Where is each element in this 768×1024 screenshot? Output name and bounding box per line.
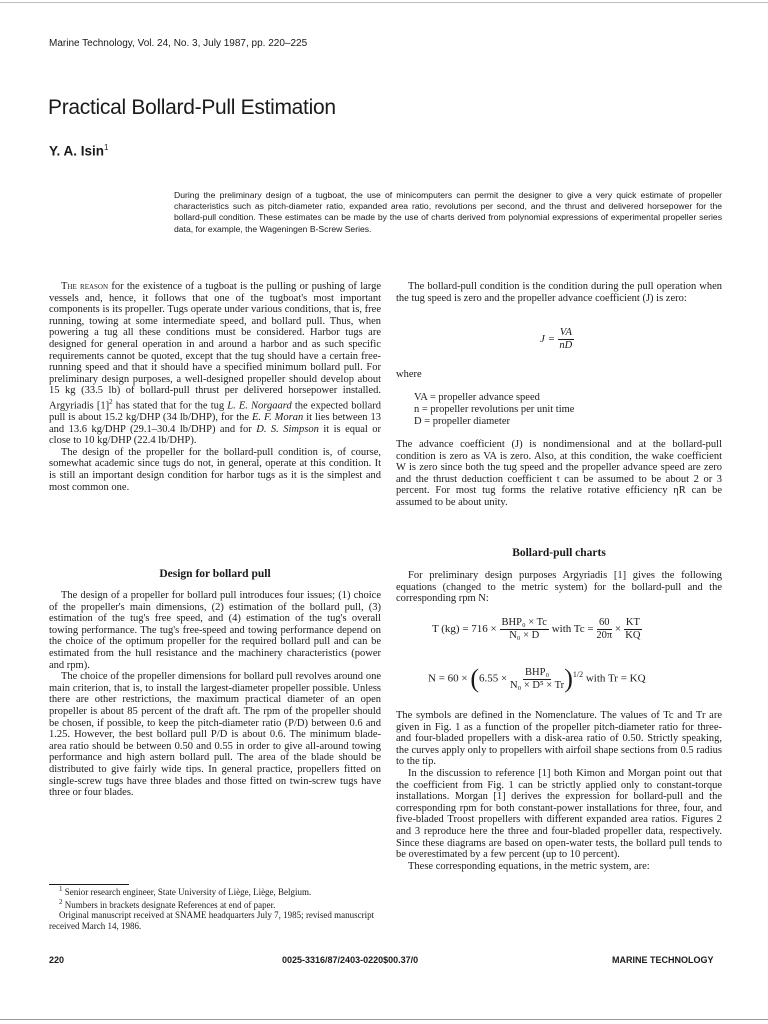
intro-paragraph-1 — [49, 281, 381, 447]
symbol-definitions — [414, 392, 714, 428]
charts-intro-text: For preliminary design purposes Argyriadis [1] gives the following equations (changed to the metric system) for the bollard-pull and the corresponding rpm N: — [396, 570, 722, 605]
equation-exponent: 1/2 — [572, 669, 584, 679]
author-footnote-mark: 1 — [104, 143, 109, 152]
equations-lead-paragraph: These corresponding equations, in the metric system, are: — [408, 860, 650, 872]
equation-fraction — [624, 617, 642, 642]
intro-text-d: it lies between 13 and 13.6 kg/DHP (29.1–30.4 lb/DHP) and for — [49, 412, 381, 435]
nomenclature-section — [396, 710, 722, 872]
fraction-denominator: N₀ × D⁵ × Tr — [510, 679, 565, 691]
article-title: Practical Bollard-Pull Estimation — [48, 96, 336, 119]
top-rule — [0, 2, 768, 3]
intro-text-c: the expected bollard pull is about 15.2 kg/DHP (34 lb/DHP), for the — [49, 400, 381, 424]
abstract: During the preliminary design of a tugboat, the use of minicomputers can permit the designer to give a very quick estimate of propeller characteristics such as pitch-diameter ratio, expanded area ratio, revolutions per second, and the thrust and delivered horsepower for the bollard-pull condition. These estimates can be made by the use of charts derived from polynomial expressions of experimental propeller series data, for example, the Wageningen B-Screw Series. — [174, 190, 722, 234]
footnote-3 — [49, 910, 381, 930]
footnote-2 — [49, 897, 381, 910]
bollard-paragraph: The bollard-pull condition is the condition during the pull operation when the tug speed is zero and the propeller advance coefficient (J) is zero: — [396, 281, 722, 304]
design-paragraph-1: The design of a propeller for bollard pull introduces four issues; (1) choice of the propeller's main dimensions, (2) estimation of the bollard pull, (3) estimation of the tug's free speed, and (4) estimation of the tug's overall towing performance. The tug's free-speed and towing performance depend on the choice of the optimum propeller for the required bollard pull and can be estimated from the hull resistance and the machinery characteristics (power and rpm). — [49, 590, 381, 671]
equation-advance-coefficient — [540, 327, 574, 352]
intro-text-a: for the existence of a tugboat is the pulling or pushing of large vessels and, hence, it follows that one of the tugboat's most important components is its propeller. Tugs operate under various conditions, that is, free running, towing at some intermediate speed, and bollard pull. Thus, when powering a tug all these conditions must be considered. Harbor tugs are designed for general operation in and around a harbor and as such specific requirements cannot be quoted, except that the tug should have a certain free-running speed and that it should have a specified minimum bollard pull. For preliminary design purposes, a well-designed propeller should develop about 15 kg (33.5 lb) of bollard-pull thrust per delivered horsepower installed. Argyriadis [1] — [49, 281, 381, 412]
advance-coefficient-paragraph — [396, 439, 722, 509]
fraction-denominator: 20π — [596, 630, 613, 641]
fraction-numerator: BHP₀ — [525, 666, 550, 678]
footnotes — [49, 884, 381, 931]
tug-name: L. E. Norgaard — [227, 400, 292, 412]
section-heading-charts: Bollard-pull charts — [512, 547, 606, 559]
equation-lhs: J = — [540, 333, 556, 346]
footnote-mark: 2 — [59, 898, 63, 907]
fraction-denominator: KQ — [625, 630, 641, 641]
author-name — [49, 143, 108, 159]
equation-fraction — [510, 667, 564, 692]
page-number: 220 — [49, 955, 65, 965]
equation-times: × — [614, 623, 622, 636]
charts-intro-paragraph — [396, 570, 722, 605]
where-label: where — [396, 369, 422, 380]
left-column — [49, 281, 381, 493]
section-heading-design: Design for bollard pull — [159, 568, 271, 580]
equation-fraction — [500, 617, 549, 642]
equation-with: with Tc = — [551, 623, 594, 636]
fraction-numerator: BHP₀ × Tc — [501, 617, 547, 628]
footnote-text: Numbers in brackets designate References at end of paper. — [64, 900, 276, 911]
equation-prefactor: 6.55 × — [479, 672, 508, 685]
running-head: Marine Technology, Vol. 24, No. 3, July 1987, pp. 220–225 — [49, 38, 308, 49]
fraction-denominator: N₀ × D — [509, 630, 540, 641]
fraction-numerator: KT — [625, 617, 640, 628]
equation-fraction — [596, 617, 612, 642]
intro-text-b: has stated that for the tug — [112, 400, 228, 412]
definition-n: n = propeller revolutions per unit time — [414, 404, 575, 415]
journal-name: MARINE TECHNOLOGY — [612, 955, 714, 965]
tug-name: E. F. Moran — [252, 412, 304, 424]
article-code: 0025-3316/87/2403-0220$00.37/0 — [282, 955, 419, 965]
nomenclature-paragraph: The symbols are defined in the Nomenclature. The values of Tc and Tr are given in Fig. 1 as a function of the propeller pitch-diameter ratio for three- and four-bladed propellers with a disk-area ratio of 0.50. Strictly speaking, the curves apply only to propellers with airfoil shape sections from 0.5 radius to the tip. — [396, 710, 722, 768]
footnote-1 — [49, 884, 381, 897]
equation-lhs: T (kg) = 716 × — [432, 623, 497, 636]
intro-paragraph-2: The design of the propeller for the bollard-pull condition is, of course, somewhat academic since tugs do not, in general, operate at this condition. It is still an important design condition for harbor tugs as it is the simplest and most common one. — [49, 446, 381, 493]
advance-coefficient-text: The advance coefficient (J) is nondimensional and at the bollard-pull condition is zero as VA is zero. Also, at this condition, the wake coefficient W is zero since both the tug speed and the propeller advance speed are zero and the thrust deduction coefficient t can be assumed to be about 2 or 3 percent. For most tug forms the relative rotative efficiency ηR can be assumed to be about unity. — [396, 439, 722, 508]
close-paren: ) — [564, 664, 573, 693]
design-section — [49, 590, 381, 799]
equation-bollard-pull — [432, 617, 722, 642]
footnote-ref: 2 — [109, 397, 113, 406]
definition-d: D = propeller diameter — [414, 416, 511, 427]
fraction-numerator: 60 — [599, 617, 610, 628]
equation-with: with Tr = KQ — [585, 672, 646, 685]
open-paren: ( — [470, 664, 480, 693]
discussion-paragraph: In the discussion to reference [1] both Kimon and Morgan point out that the coefficient from Fig. 1 can be strictly applied only to constant-torque installations. Morgan [1] derives the expression for bollard-pull and the corresponding rpm for both constant-power installations for three, four, and five-bladed Troost propellers with different expanded area ratios. Figures 2 and 3 reproduce here the three and four-bladed propeller data, respectively. Since these diagrams are based on open-water tests, the bollard pull tends to be overestimated by a few percent (up to 10 percent). — [396, 767, 722, 861]
right-column — [396, 281, 722, 304]
bottom-rule — [0, 1019, 768, 1020]
equation-fraction — [558, 327, 574, 352]
definition-va: VA = propeller advance speed — [414, 392, 540, 403]
equation-lhs: N = 60 × — [428, 672, 468, 685]
author-text: Y. A. Isin — [49, 143, 105, 159]
equation-rpm — [428, 664, 722, 694]
tug-name: D. S. Simpson — [256, 423, 319, 435]
design-paragraph-2: The choice of the propeller dimensions for bollard pull revolves around one main criterion, that is, to install the largest-diameter propeller possible. Unless there are other restrictions, the maximum practical diameter of an open propeller is about 85 percent of the draft aft. The rpm of the propeller should be chosen, if possible, to keep the pitch-diameter ratio (P/D) between 0.6 and 1.25. However, the best bollard pull P/D is about 0.6. The minimum blade-area ratio should be between 0.50 and 0.55 in order to give all-around towing performance and high astern bollard pull. The area of the blade should be distributed to give fairly wide tips. In general practice, propellers fitted on single-screw tugs have three blades and those fitted on twin-screw tugs have three or four blades. — [49, 671, 381, 799]
fraction-numerator: VA — [559, 327, 572, 338]
footnote-mark: 1 — [59, 885, 63, 893]
fraction-denominator: nD — [559, 340, 573, 351]
intro-text-e: it is equal or close to 10 kg/DHP (22.4 lb/DHP). — [49, 423, 382, 447]
footnote-text: Senior research engineer, State University of Liège, Liège, Belgium. — [64, 887, 312, 897]
footnote-text: Original manuscript received at SNAME headquarters July 7, 1985; revised manuscript received March 14, 1986. — [49, 910, 375, 931]
lead-words: The reason — [61, 281, 109, 292]
